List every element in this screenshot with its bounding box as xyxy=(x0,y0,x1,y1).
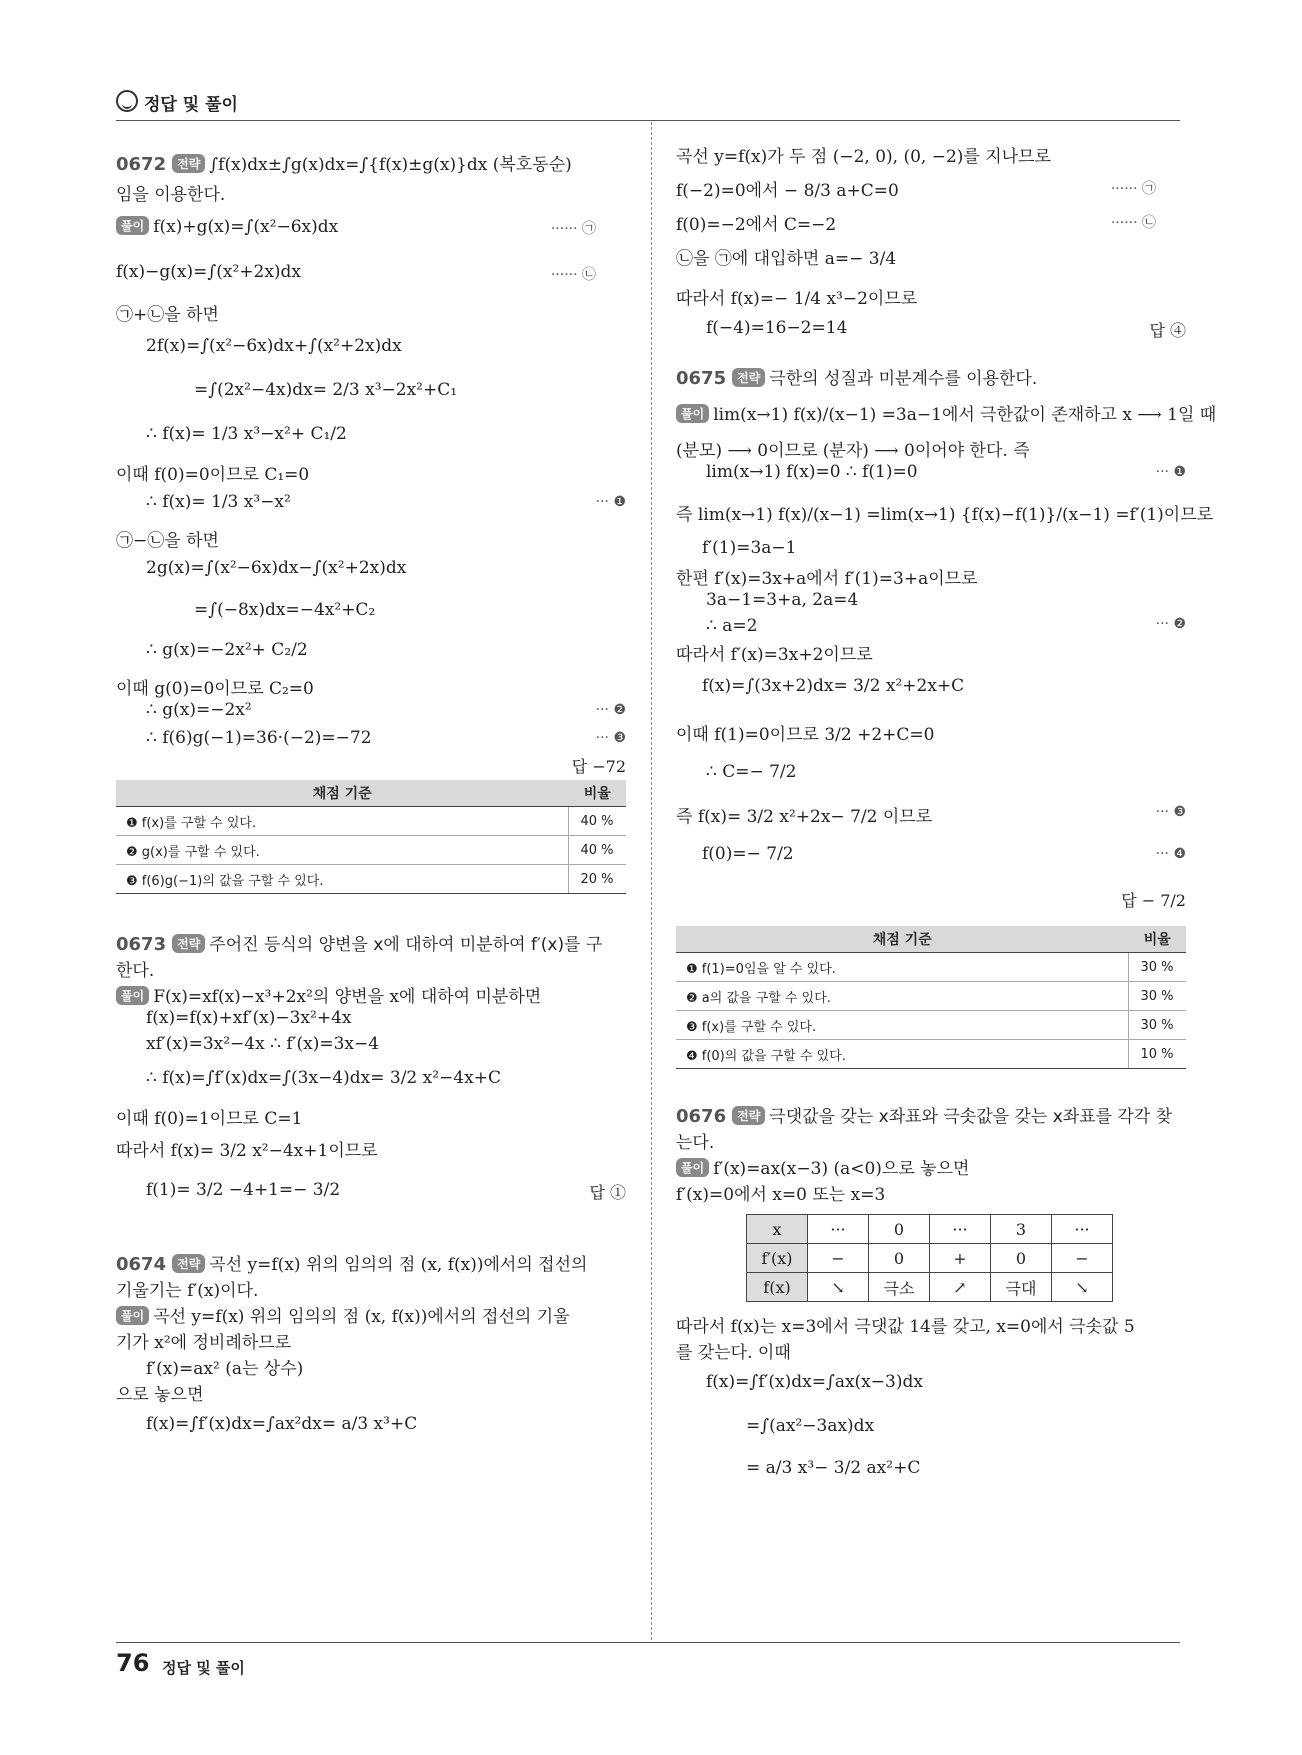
marker: ··· ❸ xyxy=(1155,804,1186,820)
text-line: f(−2)=0에서 − 8/3 a+C=0 xyxy=(676,181,899,201)
text-line: (분모) ⟶ 0이므로 (분자) ⟶ 0이어야 한다. 즉 xyxy=(676,441,1030,461)
marker: ··· ❶ xyxy=(595,494,626,510)
text-line: 2f(x)=∫(x²−6x)dx+∫(x²+2x)dx xyxy=(146,336,402,356)
problem-number: 0675 xyxy=(676,368,727,389)
column-divider xyxy=(651,122,652,1640)
strategy-tag: 전략 xyxy=(172,934,205,953)
header-title: 정답 및 풀이 xyxy=(144,95,238,115)
text-line: 2g(x)=∫(x²−6x)dx−∫(x²+2x)dx xyxy=(146,558,407,578)
text-line: 극댓값을 갖는 x좌표와 극솟값을 갖는 x좌표를 각각 찾 xyxy=(769,1107,1173,1127)
text-line: 한다. xyxy=(116,961,155,981)
table-cell: ↘ xyxy=(1052,1273,1113,1302)
table-row xyxy=(676,953,1186,982)
text-line: 극한의 성질과 미분계수를 이용한다. xyxy=(769,369,1038,389)
table-cell: 0 xyxy=(991,1244,1052,1273)
solution-tag: 풀이 xyxy=(676,1158,709,1177)
text-line: 곡선 y=f(x)가 두 점 (−2, 0), (0, −2)를 지나므로 xyxy=(676,147,1051,167)
problem-0675-strategy xyxy=(676,364,1037,389)
marker: ······ ㉠ xyxy=(550,221,596,237)
text-line: ㉠+㉡을 하면 xyxy=(116,305,219,325)
page-header xyxy=(116,86,1180,121)
text-line: f(x)=∫(3x+2)dx= 3/2 x²+2x+C xyxy=(702,676,965,696)
text-line: ∴ f(x)= 1/3 x³−x² xyxy=(146,492,291,512)
table-cell: ↘ xyxy=(808,1273,869,1302)
text-line: f(−4)=16−2=14 xyxy=(706,318,848,338)
text-line: f(x)=f(x)+xf′(x)−3x²+4x xyxy=(146,1008,352,1028)
text-line: 3a−1=3+a, 2a=4 xyxy=(706,590,859,610)
text-line: f′(1)=3a−1 xyxy=(702,538,797,558)
marker: ······ ㉡ xyxy=(1110,215,1156,231)
table-cell: f′(x) xyxy=(747,1244,808,1273)
table-cell: ··· xyxy=(1052,1215,1113,1244)
table-row xyxy=(116,807,626,836)
text-line: ∴ f(6)g(−1)=36·(−2)=−72 xyxy=(146,728,372,748)
page-footer xyxy=(116,1642,1180,1677)
table-row xyxy=(676,982,1186,1011)
text-line: ∴ f(x)=∫f′(x)dx=∫(3x−4)dx= 3/2 x²−4x+C xyxy=(146,1068,501,1088)
marker: ··· ❷ xyxy=(595,702,626,718)
text-line: f(x)−g(x)=∫(x²+2x)dx xyxy=(116,262,302,282)
table-cell: − xyxy=(1052,1244,1113,1273)
text-line: 으로 놓으면 xyxy=(116,1385,204,1405)
solution-start xyxy=(116,216,338,237)
text-line: ∴ C=− 7/2 xyxy=(706,762,797,782)
marker: ······ ㉠ xyxy=(1110,181,1156,197)
variation-table xyxy=(746,1214,1113,1302)
strategy-tag: 전략 xyxy=(172,1254,205,1273)
table-cell: 30 % xyxy=(1129,982,1187,1011)
text-line: 따라서 f(x)=− 1/4 x³−2이므로 xyxy=(676,289,918,309)
table-cell: 극대 xyxy=(991,1273,1052,1302)
solution-start xyxy=(676,1154,969,1179)
solution-tag: 풀이 xyxy=(116,1306,149,1325)
table-row xyxy=(676,1040,1186,1069)
table-cell: 40 % xyxy=(569,836,627,865)
text-line: 따라서 f(x)는 x=3에서 극댓값 14를 갖고, x=0에서 극솟값 5 xyxy=(676,1317,1135,1337)
column-header: 채점 기준 xyxy=(116,780,569,807)
table-cell: ❷ g(x)를 구할 수 있다. xyxy=(116,836,569,865)
text-line: ㉡을 ㉠에 대입하면 a=− 3/4 xyxy=(676,249,897,269)
text-line: xf′(x)=3x²−4x ∴ f′(x)=3x−4 xyxy=(146,1034,380,1054)
strategy-tag: 전략 xyxy=(172,154,205,173)
table-row xyxy=(116,865,626,894)
answer: 답 ① xyxy=(589,1183,626,1202)
marker: ······ ㉡ xyxy=(550,267,596,283)
table-cell: f(x) xyxy=(747,1273,808,1302)
text-line: =∫(ax²−3ax)dx xyxy=(746,1416,875,1436)
solution-tag: 풀이 xyxy=(116,216,149,235)
problem-number: 0674 xyxy=(116,1254,167,1275)
text-line: 주어진 등식의 양변을 x에 대하여 미분하여 f′(x)를 구 xyxy=(209,935,603,955)
table-cell: 0 xyxy=(869,1244,930,1273)
table-cell: 3 xyxy=(991,1215,1052,1244)
solution-tag: 풀이 xyxy=(116,986,149,1005)
marker: ··· ❷ xyxy=(1155,616,1186,632)
text-line: f(x)=∫f′(x)dx=∫ax(x−3)dx xyxy=(706,1372,923,1392)
solution-start xyxy=(116,1302,570,1327)
text-line: f′(x)=ax(x−3) (a<0)으로 놓으면 xyxy=(713,1159,970,1179)
text-line: = a/3 x³− 3/2 ax²+C xyxy=(746,1458,921,1478)
strategy-tag: 전략 xyxy=(732,1106,765,1125)
table-row xyxy=(747,1273,1113,1302)
footer-title: 정답 및 풀이 xyxy=(162,1659,245,1677)
table-cell: ❶ f(x)를 구할 수 있다. xyxy=(116,807,569,836)
text-line: f(0)=− 7/2 xyxy=(702,844,794,864)
text-line: ∴ f(x)= 1/3 x³−x²+ C₁/2 xyxy=(146,424,347,444)
text-line: 곡선 y=f(x) 위의 임의의 점 (x, f(x))에서의 접선의 기울 xyxy=(153,1307,570,1327)
text-line: 이때 g(0)=0이므로 C₂=0 xyxy=(116,679,314,699)
text-line: 즉 lim(x→1) f(x)/(x−1) =lim(x→1) {f(x)−f(1)}/(x−1) =f′(1)이므로 xyxy=(676,505,1214,525)
text-line: 한편 f′(x)=3x+a에서 f′(1)=3+a이므로 xyxy=(676,569,978,589)
table-row xyxy=(676,1011,1186,1040)
text-line: 이때 f(0)=0이므로 C₁=0 xyxy=(116,465,310,485)
solution-tag: 풀이 xyxy=(676,404,709,423)
text-line: ∴ g(x)=−2x² xyxy=(146,700,252,720)
table-cell: 30 % xyxy=(1129,953,1187,982)
column-header: 비율 xyxy=(569,780,627,807)
problem-0672-strategy xyxy=(116,150,572,175)
column-header: 채점 기준 xyxy=(676,926,1129,953)
scoring-table-0672 xyxy=(116,780,626,894)
table-cell: 40 % xyxy=(569,807,627,836)
solution-start xyxy=(116,982,541,1007)
answer: 답 −72 xyxy=(571,757,626,776)
text-line: f(1)= 3/2 −4+1=− 3/2 xyxy=(146,1180,341,1200)
problem-number: 0672 xyxy=(116,154,167,175)
solution-start xyxy=(676,400,1216,425)
answer: 답 − 7/2 xyxy=(1121,891,1186,910)
text-line: f(x)+g(x)=∫(x²−6x)dx xyxy=(153,217,339,237)
table-cell: ❷ a의 값을 구할 수 있다. xyxy=(676,982,1129,1011)
text-line: 이때 f(1)=0이므로 3/2 +2+C=0 xyxy=(676,725,935,745)
page-number: 76 xyxy=(116,1649,150,1677)
smiley-icon xyxy=(116,90,138,112)
problem-0674-strategy xyxy=(116,1250,587,1275)
text-line: 는다. xyxy=(676,1133,715,1153)
text-line: f(0)=−2에서 C=−2 xyxy=(676,215,837,235)
table-cell: ❸ f(x)를 구할 수 있다. xyxy=(676,1011,1129,1040)
marker: ··· ❶ xyxy=(1155,464,1186,480)
text-line: ∫f(x)dx±∫g(x)dx=∫{f(x)±g(x)}dx (복호동순) xyxy=(209,155,572,175)
text-line: F(x)=xf(x)−x³+2x²의 양변을 x에 대하여 미분하면 xyxy=(153,987,542,1007)
table-cell: ❸ f(6)g(−1)의 값을 구할 수 있다. xyxy=(116,865,569,894)
text-line: f(x)=∫f′(x)dx=∫ax²dx= a/3 x³+C xyxy=(146,1414,418,1434)
table-cell: 30 % xyxy=(1129,1011,1187,1040)
text-line: 임을 이용한다. xyxy=(116,185,226,205)
table-cell: 극소 xyxy=(869,1273,930,1302)
problem-0673-strategy xyxy=(116,930,602,955)
table-cell: ❶ f(1)=0임을 알 수 있다. xyxy=(676,953,1129,982)
text-line: 기가 x²에 정비례하므로 xyxy=(116,1333,292,1353)
text-line: f′(x)=0에서 x=0 또는 x=3 xyxy=(676,1185,886,1205)
column-header: 비율 xyxy=(1129,926,1187,953)
table-cell: 20 % xyxy=(569,865,627,894)
problem-number: 0673 xyxy=(116,934,167,955)
table-cell: x xyxy=(747,1215,808,1244)
text-line: 이때 f(0)=1이므로 C=1 xyxy=(116,1109,303,1129)
text-line: =∫(−8x)dx=−4x²+C₂ xyxy=(194,600,376,620)
text-line: ∴ g(x)=−2x²+ C₂/2 xyxy=(146,640,308,660)
text-line: lim(x→1) f(x)=0 ∴ f(1)=0 xyxy=(706,462,918,482)
text-line: 즉 f(x)= 3/2 x²+2x− 7/2 이므로 xyxy=(676,807,933,827)
text-line: 곡선 y=f(x) 위의 임의의 점 (x, f(x))에서의 접선의 xyxy=(209,1255,588,1275)
text-line: 따라서 f′(x)=3x+2이므로 xyxy=(676,645,873,665)
strategy-tag: 전략 xyxy=(732,368,765,387)
table-cell: + xyxy=(930,1244,991,1273)
text-line: ∴ a=2 xyxy=(706,616,758,636)
table-row xyxy=(747,1244,1113,1273)
table-cell: 10 % xyxy=(1129,1040,1187,1069)
scoring-table-0675 xyxy=(676,926,1186,1069)
text-line: 를 갖는다. 이때 xyxy=(676,1343,791,1363)
table-row xyxy=(747,1215,1113,1244)
problem-0676-strategy xyxy=(676,1102,1172,1127)
table-cell: ↗ xyxy=(930,1273,991,1302)
table-row xyxy=(116,836,626,865)
text-line: =∫(2x²−4x)dx= 2/3 x³−2x²+C₁ xyxy=(194,380,458,400)
text-line: lim(x→1) f(x)/(x−1) =3a−1에서 극한값이 존재하고 x ⟶ 1일 때 xyxy=(713,405,1217,425)
marker: ··· ❹ xyxy=(1155,846,1186,862)
problem-number: 0676 xyxy=(676,1106,727,1127)
text-line: f′(x)=ax² (a는 상수) xyxy=(146,1359,304,1379)
table-cell: − xyxy=(808,1244,869,1273)
text-line: 기울기는 f′(x)이다. xyxy=(116,1281,259,1301)
text-line: ㉠−㉡을 하면 xyxy=(116,531,219,551)
text-line: 따라서 f(x)= 3/2 x²−4x+1이므로 xyxy=(116,1141,378,1161)
answer: 답 ④ xyxy=(1149,321,1186,340)
table-cell: ❹ f(0)의 값을 구할 수 있다. xyxy=(676,1040,1129,1069)
table-cell: 0 xyxy=(869,1215,930,1244)
table-cell: ··· xyxy=(930,1215,991,1244)
table-cell: ··· xyxy=(808,1215,869,1244)
marker: ··· ❸ xyxy=(595,730,626,746)
